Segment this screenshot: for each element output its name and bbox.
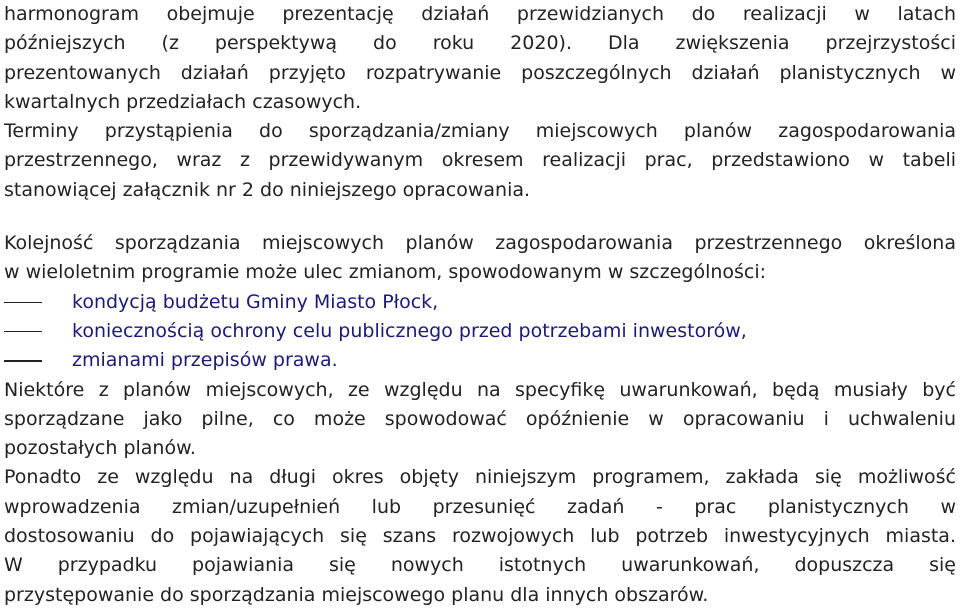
paragraph-urgent-plans bbox=[4, 376, 956, 464]
text-line: późniejszych (z perspektywą do roku 2020). Dla zwiększenia przejrzystości bbox=[4, 32, 956, 55]
paragraph-deadlines bbox=[4, 117, 956, 205]
paragraph-schedule-intro bbox=[4, 0, 956, 117]
text-line: w wieloletnim programie może ulec zmianom, spowodowanym w szczególności: bbox=[4, 261, 767, 284]
list-item bbox=[4, 288, 956, 317]
text-line: stanowiącej załącznik nr 2 do niniejszego opracowania. bbox=[4, 178, 531, 201]
text-line: harmonogram obejmuje prezentację działań przewidzianych do realizacji w latach bbox=[4, 3, 956, 25]
text-line: pozostałych planów. bbox=[4, 437, 196, 460]
dash-bullet-icon bbox=[4, 331, 42, 333]
text-line: przystępowanie do sporządzania miejscowego planu dla innych obszarów. bbox=[4, 583, 709, 606]
text-line: Terminy przystąpienia do sporządzania/zmiany miejscowych planów zagospodarowania bbox=[4, 120, 956, 143]
text-line: sporządzane jako pilne, co może spowodować opóźnienie w opracowaniu i uchwaleniu bbox=[4, 407, 956, 430]
text-line: wprowadzenia zmian/uzupełnień lub przesunięć zadań - prac planistycznych w bbox=[4, 495, 956, 518]
list-item-text: koniecznością ochrony celu publicznego przed potrzebami inwestorów, bbox=[72, 319, 747, 342]
text-line: Ponadto ze względu na długi okres objęty niniejszym programem, zakłada się możliwość bbox=[4, 466, 956, 489]
text-line: dostosowaniu do pojawiających się szans rozwojowych lub potrzeb inwestycyjnych miasta. bbox=[4, 525, 956, 548]
text-line: przestrzennego, wraz z przewidywanym okresem realizacji prac, przedstawiono w tabeli bbox=[4, 149, 956, 172]
text-line: Kolejność sporządzania miejscowych planów zagospodarowania przestrzennego określona bbox=[4, 232, 956, 255]
list-item-text: zmianami przepisów prawa. bbox=[72, 349, 338, 372]
list-item bbox=[4, 317, 956, 346]
bullet-list bbox=[4, 288, 956, 376]
paragraph-gap bbox=[4, 205, 956, 229]
list-item bbox=[4, 346, 956, 375]
text-line: W przypadku pojawiania się nowych istotnych uwarunkowań, dopuszcza się bbox=[4, 554, 956, 577]
list-item-text: kondycją budżetu Gminy Miasto Płock, bbox=[72, 290, 439, 313]
text-line: kwartalnych przedziałach czasowych. bbox=[4, 90, 362, 113]
text-line: prezentowanych działań przyjęto rozpatrywanie poszczególnych działań planistycznych w bbox=[4, 61, 956, 84]
paragraph-changes bbox=[4, 463, 956, 609]
text-line: Niektóre z planów miejscowych, ze względu na specyfikę uwarunkowań, będą musiały być bbox=[4, 378, 956, 401]
dash-bullet-icon bbox=[4, 360, 42, 362]
paragraph-order bbox=[4, 229, 956, 288]
dash-bullet-icon bbox=[4, 302, 42, 304]
